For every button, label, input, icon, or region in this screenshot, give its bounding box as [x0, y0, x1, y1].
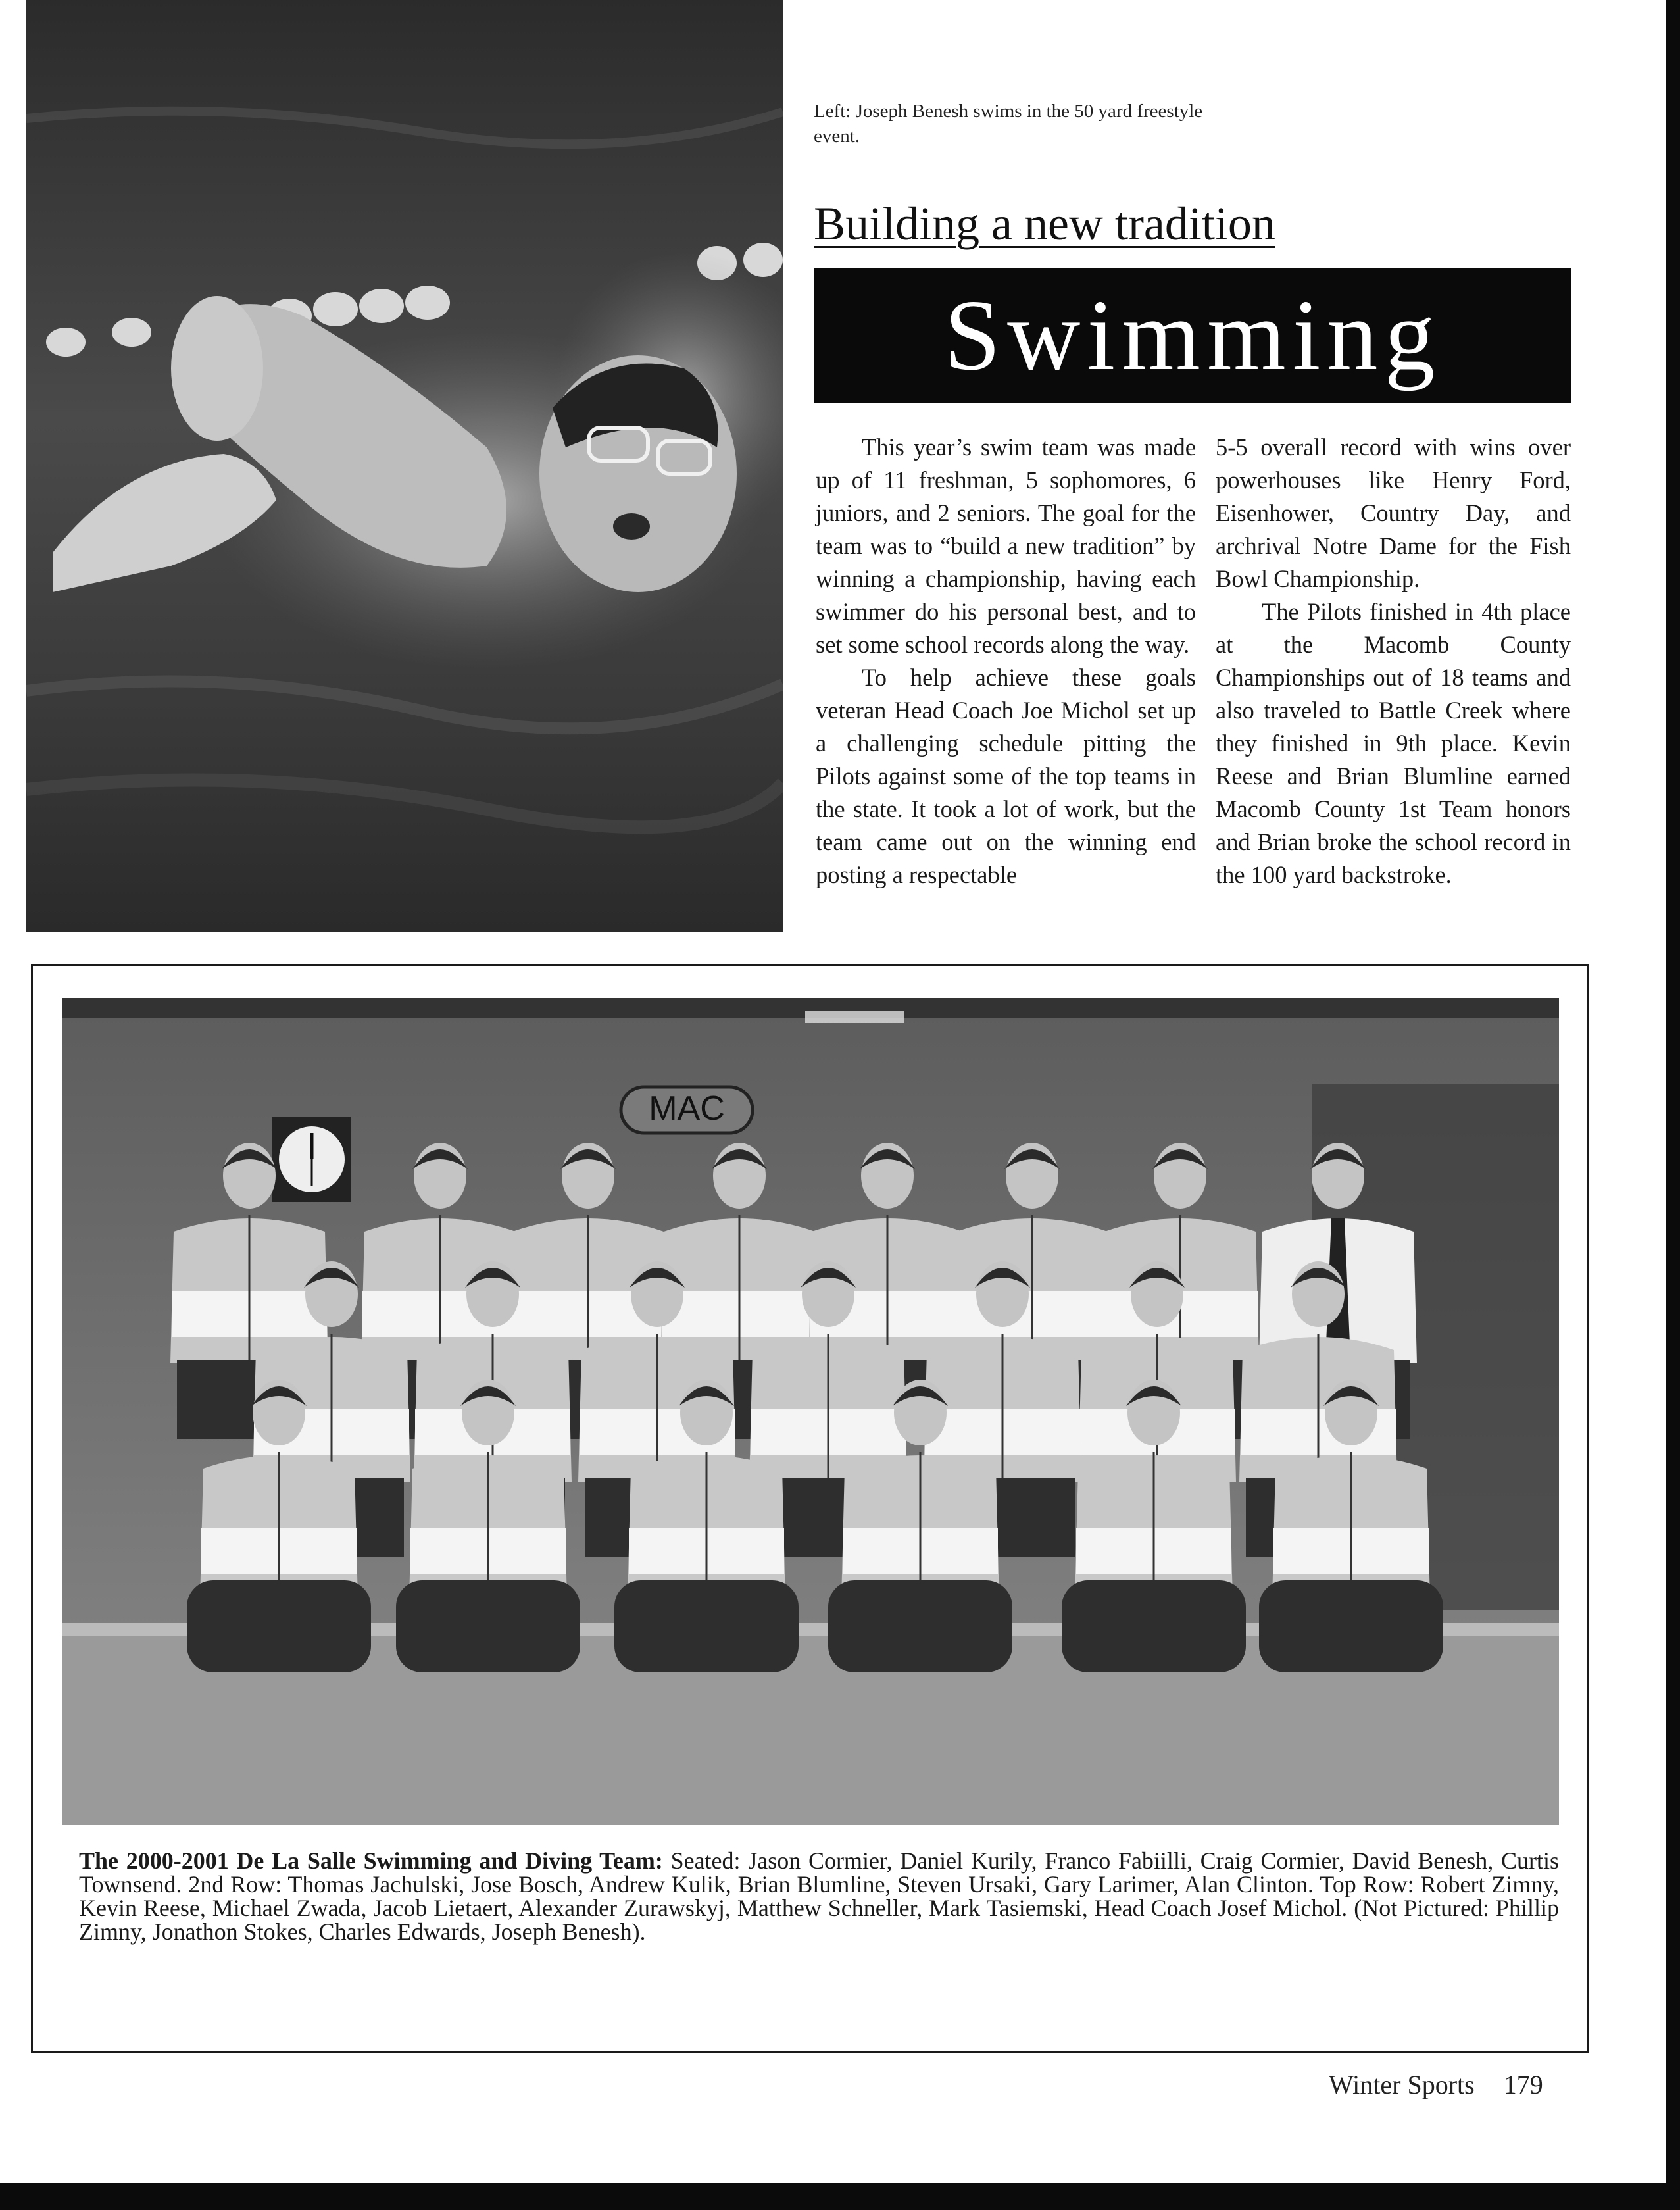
team-caption: [79, 1849, 1559, 1944]
team-caption-body: Seated: Jason Cormier, Daniel Kurily, Franco Fabiilli, Craig Cormier, David Benesh, Curtis Townsend. 2nd Row: Thomas Jachulski, Jose Bosch, Andrew Kulik, Brian Blumline, Steven Ursaki, Gary Larimer, Alan Clinton. Top Row: Robert Zimny, Kevin Reese, Michael Zwada, Jacob Lietaert, Alexander Zurawskyj, Matthew Schneller, Mark Tasiemski, Head Coach Josef Michol. (Not Pictured: Phillip Zimny, Jonathon Stokes, Charles Edwards, Joseph Benesh).: [79, 1847, 1560, 1945]
wall-clock: [272, 1117, 351, 1202]
page-footer: [1329, 2069, 1566, 2101]
scan-edge-right: [1666, 0, 1680, 2210]
page-number: 179: [1503, 2070, 1543, 2099]
article-column-right: [1216, 431, 1571, 892]
footer-section: Winter Sports: [1329, 2070, 1475, 2099]
scan-edge-bottom: [0, 2183, 1680, 2210]
title-banner: [814, 268, 1571, 403]
article-paragraph: The Pilots finished in 4th place at the Macomb County Championships out of 18 teams and also traveled to Battle Creek where they finished in 9th place. Kevin Reese and Brian Blumline earned Macomb County 1st Team honors and Brian broke the school record in the 100 yard backstroke.: [1216, 598, 1571, 888]
mac-sign: [621, 1087, 753, 1133]
article-headline: Building a new tradition: [814, 197, 1275, 250]
team-photo: [62, 998, 1559, 1825]
photo-caption: Left: Joseph Benesh swims in the 50 yard freestyle event.: [814, 101, 1203, 147]
article-column-left: [816, 431, 1196, 892]
team-caption-lead: The 2000-2001 De La Salle Swimming and Diving Team:: [79, 1847, 663, 1874]
section-title: Swimming: [944, 280, 1442, 391]
article-paragraph: 5-5 overall record with wins over powerhouses like Henry Ford, Eisenhower, Country Day, and archrival Notre Dame for the Fish Bowl Championship.: [1216, 434, 1571, 592]
mac-sign-text: MAC: [649, 1090, 725, 1128]
swimmer-photo: [26, 0, 783, 932]
article-paragraph: To help achieve these goals veteran Head Coach Joe Michol set up a challenging schedule pitting the Pilots against some of the top teams in the state. It took a lot of work, but the team came out on the winning end posting a respectable: [816, 664, 1196, 888]
article-paragraph: This year’s swim team was made up of 11 freshman, 5 sophomores, 6 juniors, and 2 seniors. The goal for the team was to “build a new tradition” by winning a championship, having each swimmer do his personal best, and to set some school records along the way.: [816, 434, 1196, 658]
